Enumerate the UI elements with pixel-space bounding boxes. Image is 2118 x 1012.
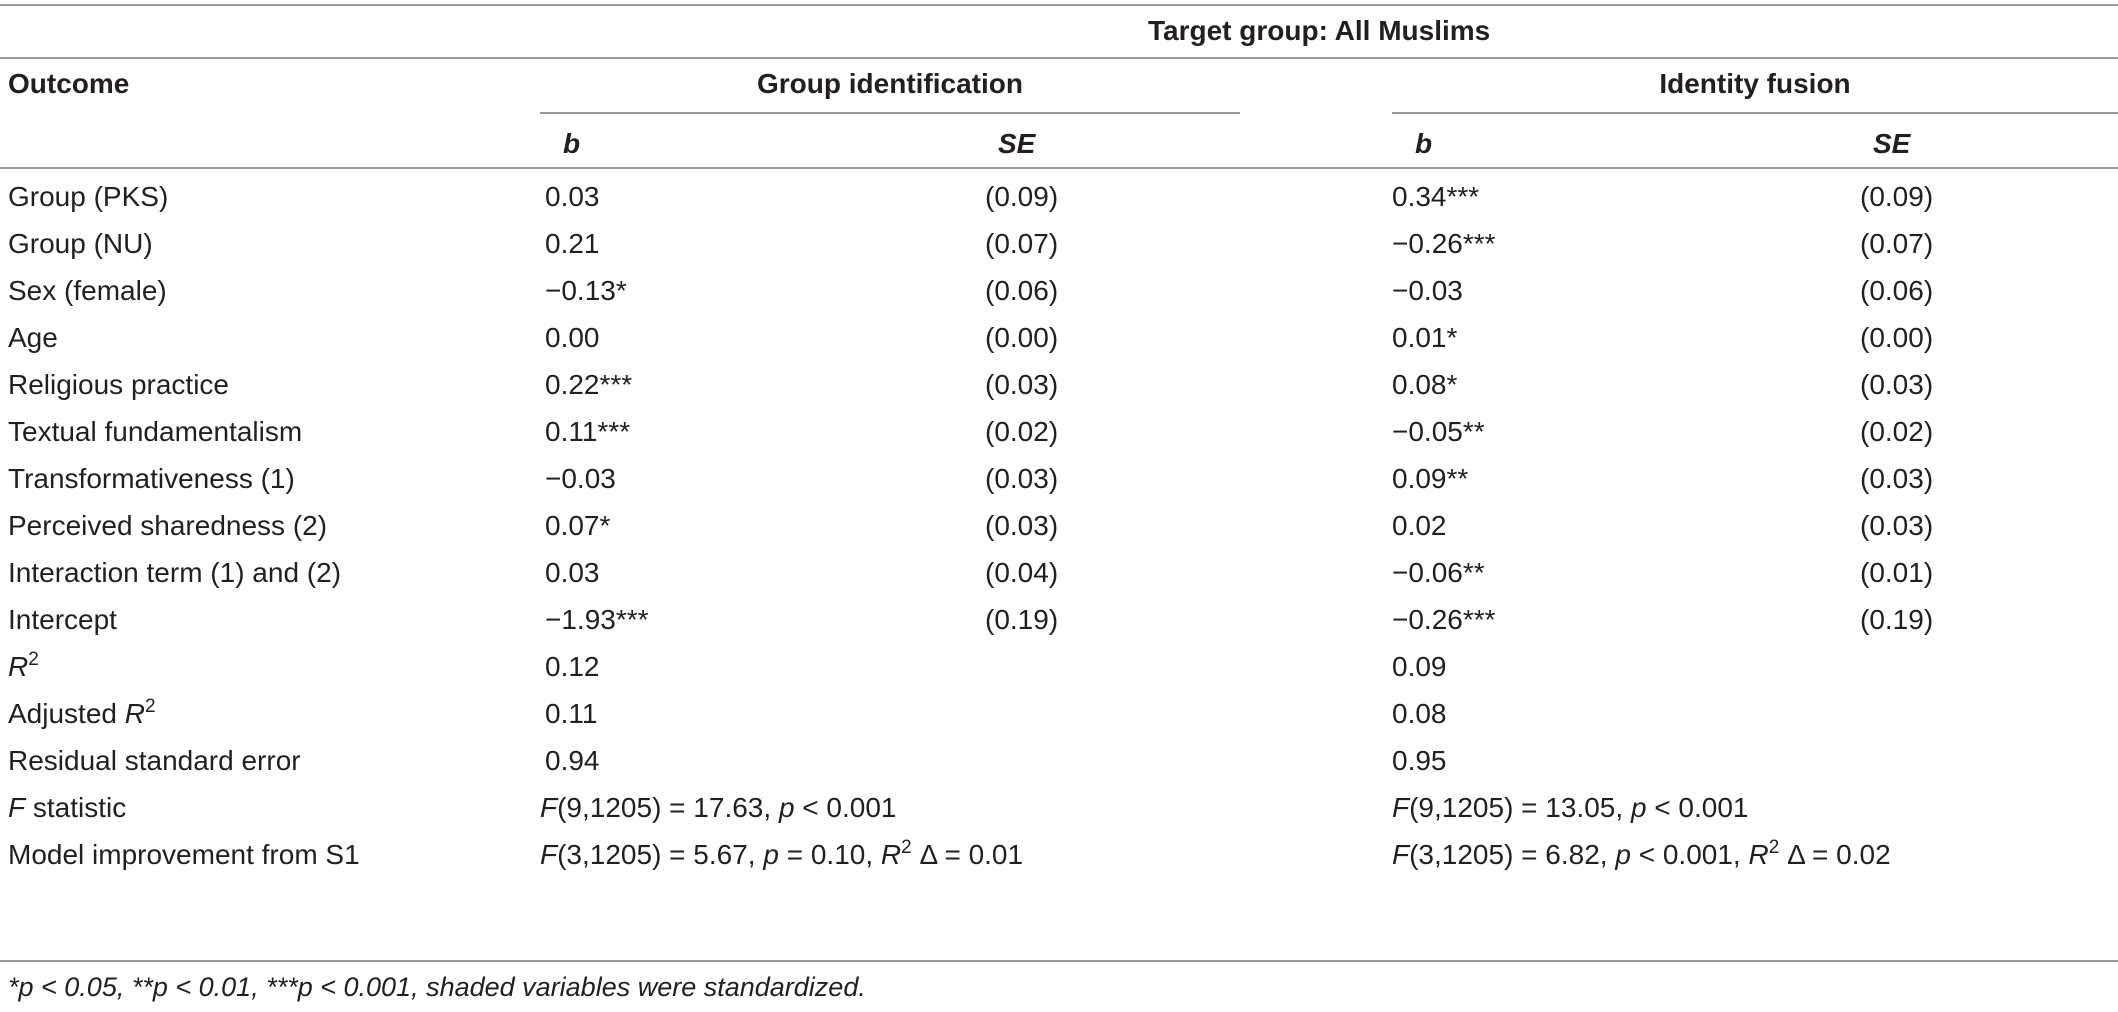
table-row xyxy=(0,314,2118,361)
row-label xyxy=(8,696,156,729)
table-top-rule xyxy=(0,4,2118,6)
gi-se-value: (0.03) xyxy=(985,510,1059,541)
f-symbol: F xyxy=(540,792,558,823)
gi-model-improvement xyxy=(540,837,1024,870)
p-symbol: p xyxy=(1615,839,1631,870)
gi-se-value: (0.02) xyxy=(985,416,1059,447)
gi-b-value: 0.21 xyxy=(545,228,600,259)
row-label xyxy=(8,649,39,682)
group-identification-rule xyxy=(540,112,1240,114)
label-rest: statistic xyxy=(25,792,127,823)
if-se-value: (0.03) xyxy=(1860,510,1934,541)
p-value: = 0.10, xyxy=(778,839,881,870)
row-label: Perceived sharedness (2) xyxy=(8,510,328,541)
if-se-value: (0.06) xyxy=(1860,275,1934,306)
row-label: Model improvement from S1 xyxy=(8,839,360,870)
if-b-value: −0.26*** xyxy=(1392,228,1496,259)
if-b-heading: b xyxy=(1415,128,1433,159)
if-se-value: (0.02) xyxy=(1860,416,1934,447)
gi-value: 0.11 xyxy=(545,698,598,729)
f-symbol: F xyxy=(1392,792,1410,823)
group-identification-heading: Group identification xyxy=(757,68,1023,99)
target-group-rule xyxy=(0,57,2118,59)
if-se-value: (0.03) xyxy=(1860,463,1934,494)
table-row xyxy=(0,408,2118,455)
r-symbol: R xyxy=(1748,839,1769,870)
f-symbol: F xyxy=(540,839,558,870)
superscript: 2 xyxy=(1768,837,1780,858)
gi-se-value: (0.09) xyxy=(985,181,1059,212)
gi-b-value: −1.93*** xyxy=(545,604,649,635)
table-row xyxy=(0,643,2118,690)
p-value: < 0.001 xyxy=(1646,792,1749,823)
if-b-value: −0.03 xyxy=(1392,275,1463,306)
identity-fusion-rule xyxy=(1392,112,2118,114)
superscript: 2 xyxy=(901,837,912,858)
gi-b-value: 0.03 xyxy=(545,181,600,212)
if-se-value: (0.09) xyxy=(1860,181,1934,212)
table-row xyxy=(0,361,2118,408)
f-symbol: F xyxy=(8,792,26,823)
table-footnote: *p < 0.05, **p < 0.01, ***p < 0.001, shaded variables were standardized. xyxy=(8,972,866,1002)
row-label: Religious practice xyxy=(8,369,229,400)
r-symbol: R xyxy=(8,651,29,682)
df-value: (3,1205) = 6.82, xyxy=(1409,839,1616,870)
if-f-statistic xyxy=(1392,793,1749,823)
gi-se-value: (0.07) xyxy=(985,228,1059,259)
superscript: 2 xyxy=(144,696,156,717)
row-label: Group (PKS) xyxy=(8,181,169,212)
row-label: Age xyxy=(8,322,58,353)
gi-value: 0.12 xyxy=(545,651,600,682)
table-row xyxy=(0,690,2118,737)
df-value: (9,1205) = 17.63, xyxy=(557,792,779,823)
if-se-value: (0.03) xyxy=(1860,369,1934,400)
df-value: (9,1205) = 13.05, xyxy=(1409,792,1631,823)
gi-b-value: −0.03 xyxy=(545,463,616,494)
p-symbol: p xyxy=(763,839,779,870)
p-value: < 0.001 xyxy=(794,792,897,823)
if-b-value: −0.06** xyxy=(1392,557,1485,588)
table-row xyxy=(0,173,2118,220)
gi-b-value: 0.03 xyxy=(545,557,600,588)
gi-se-value: (0.00) xyxy=(985,322,1059,353)
gi-se-value: (0.06) xyxy=(985,275,1059,306)
if-se-value: (0.01) xyxy=(1860,557,1934,588)
if-model-improvement xyxy=(1392,837,1891,870)
delta-value: Δ = 0.01 xyxy=(911,839,1024,870)
table-row xyxy=(0,737,2118,784)
table-row xyxy=(0,455,2118,502)
if-se-value: (0.07) xyxy=(1860,228,1934,259)
row-label: Transformativeness (1) xyxy=(8,463,295,494)
table-row xyxy=(0,549,2118,596)
gi-b-value: 0.00 xyxy=(545,322,600,353)
superscript: 2 xyxy=(28,649,39,670)
gi-se-value: (0.04) xyxy=(985,557,1059,588)
df-value: (3,1205) = 5.67, xyxy=(557,839,764,870)
table-row xyxy=(0,220,2118,267)
row-label xyxy=(8,793,126,823)
table-end-rule xyxy=(0,960,2118,962)
if-b-value: 0.02 xyxy=(1392,510,1447,541)
label-prefix: Adjusted xyxy=(8,698,125,729)
row-label: Textual fundamentalism xyxy=(8,416,303,447)
if-value: 0.08 xyxy=(1392,698,1447,729)
if-b-value: −0.26*** xyxy=(1392,604,1496,635)
gi-b-value: −0.13* xyxy=(545,275,627,306)
table-row xyxy=(0,784,2118,831)
if-value: 0.95 xyxy=(1392,745,1447,776)
gi-b-value: 0.07* xyxy=(545,510,611,541)
gi-value: 0.94 xyxy=(545,745,600,776)
if-se-value: (0.00) xyxy=(1860,322,1934,353)
table-row xyxy=(0,267,2118,314)
if-b-value: 0.08* xyxy=(1392,369,1458,400)
row-label: Sex (female) xyxy=(8,275,167,306)
if-value: 0.09 xyxy=(1392,651,1447,682)
gi-b-value: 0.11*** xyxy=(545,416,631,447)
outcome-heading: Outcome xyxy=(8,68,130,99)
table-row xyxy=(0,502,2118,549)
if-b-value: 0.09** xyxy=(1392,463,1469,494)
r-symbol: R xyxy=(880,839,902,870)
gi-b-value: 0.22*** xyxy=(545,369,633,400)
if-b-value: 0.34*** xyxy=(1392,181,1480,212)
row-label: Group (NU) xyxy=(8,228,153,259)
if-se-value: (0.19) xyxy=(1860,604,1934,635)
if-b-value: 0.01* xyxy=(1392,322,1458,353)
r-symbol: R xyxy=(124,698,145,729)
f-symbol: F xyxy=(1392,839,1410,870)
gi-f-statistic xyxy=(540,793,897,823)
delta-value: Δ = 0.02 xyxy=(1779,839,1891,870)
p-value: < 0.001, xyxy=(1630,839,1749,870)
row-label: Intercept xyxy=(8,604,117,635)
gi-se-value: (0.03) xyxy=(985,369,1059,400)
p-symbol: p xyxy=(1630,792,1647,823)
if-b-value: −0.05** xyxy=(1392,416,1485,447)
table-row xyxy=(0,596,2118,643)
table-row xyxy=(0,831,2118,878)
identity-fusion-heading: Identity fusion xyxy=(1659,68,1851,99)
if-se-heading: SE xyxy=(1873,128,1911,159)
row-label: Interaction term (1) and (2) xyxy=(8,557,342,588)
gi-b-heading: b xyxy=(563,128,581,159)
gi-se-value: (0.03) xyxy=(985,463,1059,494)
row-label: Residual standard error xyxy=(8,745,301,776)
gi-se-heading: SE xyxy=(998,128,1036,159)
gi-se-value: (0.19) xyxy=(985,604,1059,635)
header-bottom-rule xyxy=(0,167,2118,169)
target-group-heading: Target group: All Muslims xyxy=(1148,15,1491,46)
p-symbol: p xyxy=(778,792,795,823)
